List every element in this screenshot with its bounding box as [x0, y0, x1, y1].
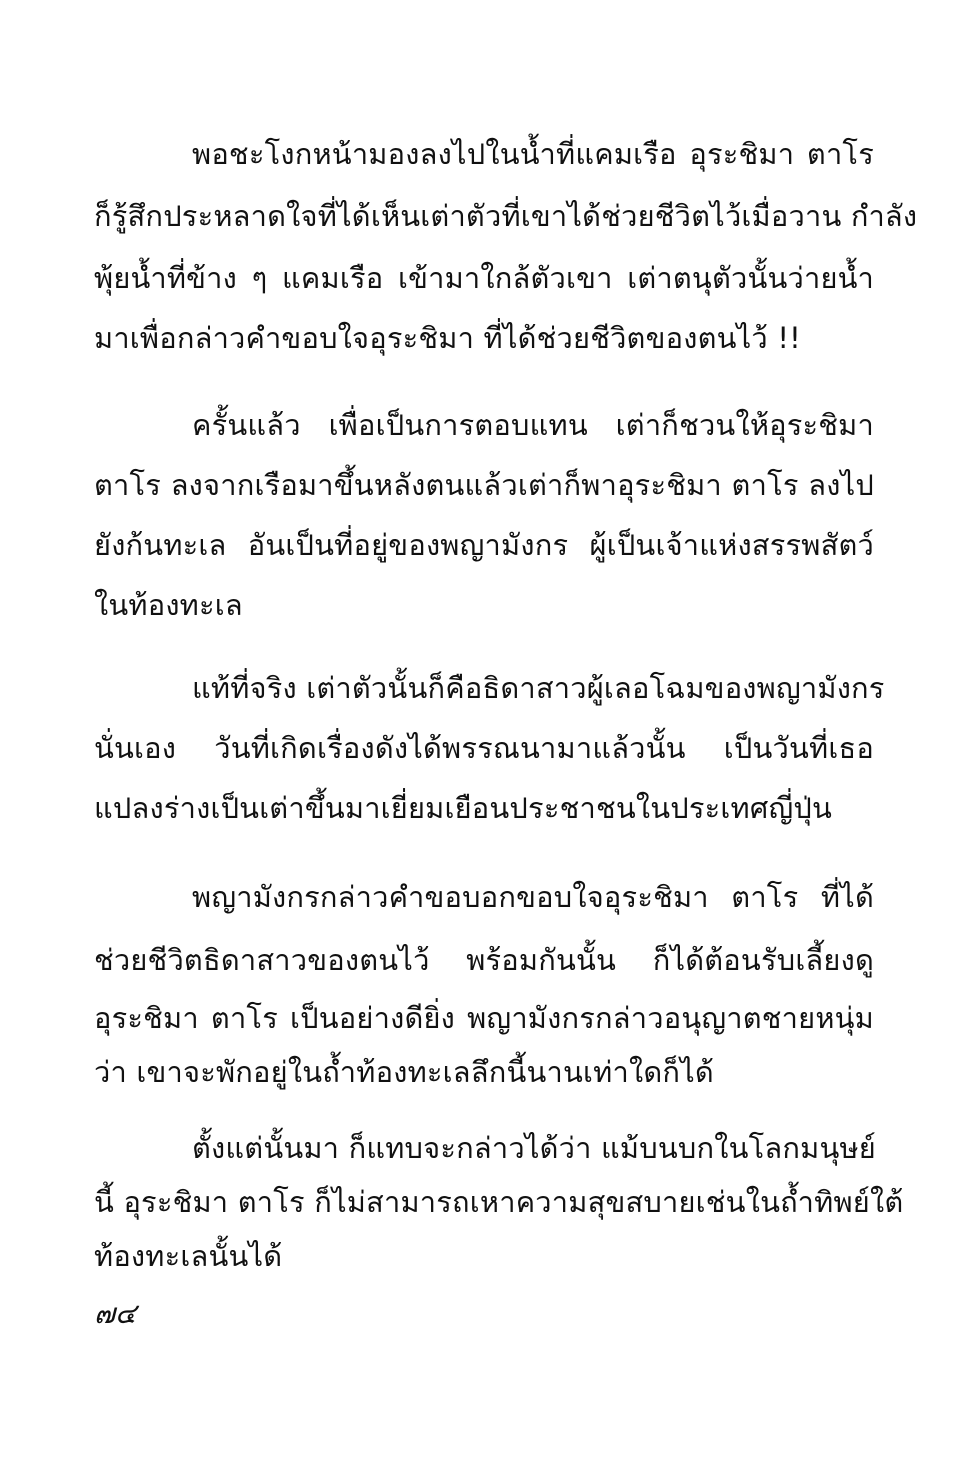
paragraph-4-line-2: ช่วยชีวิตธิดาสาวของตนไว้ พร้อมกันนั้น ก็ได้ต้อนรับเลี้ยงดู [94, 943, 874, 977]
paragraph-1-line-3: พุ้ยน้ำที่ข้าง ๆ แคมเรือ เข้ามาใกล้ตัวเขา เต่าตนุตัวนั้นว่ายน้ำ [94, 261, 874, 295]
paragraph-1-line-4: มาเพื่อกล่าวคำขอบใจอุระชิมา ที่ได้ช่วยชีวิตของตนไว้ !! [94, 321, 801, 355]
paragraph-2-line-3: ยังก้นทะเล อันเป็นที่อยู่ของพญามังกร ผู้เป็นเจ้าแห่งสรรพสัตว์ [94, 528, 874, 562]
paragraph-2-line-1: ครั้นแล้ว เพื่อเป็นการตอบแทน เต่าก็ชวนให้อุระชิมา [192, 408, 874, 442]
paragraph-1-line-1: พอชะโงกหน้ามองลงไปในน้ำที่แคมเรือ อุระชิมา ตาโร [192, 137, 874, 171]
paragraph-3-line-3: แปลงร่างเป็นเต่าขึ้นมาเยี่ยมเยือนประชาชนในประเทศญี่ปุ่น [94, 791, 832, 825]
paragraph-3-line-2: นั่นเอง วันที่เกิดเรื่องดังได้พรรณนามาแล้วนั้น เป็นวันที่เธอ [94, 731, 874, 765]
paragraph-3-line-1: แท้ที่จริง เต่าตัวนั้นก็คือธิดาสาวผู้เลอโฉมของพญามังกร [192, 671, 885, 705]
paragraph-2-line-2: ตาโร ลงจากเรือมาขึ้นหลังตนแล้วเต่าก็พาอุระชิมา ตาโร ลงไป [94, 468, 874, 502]
paragraph-4-line-3: อุระชิมา ตาโร เป็นอย่างดียิ่ง พญามังกรกล่าวอนุญาตชายหนุ่ม [94, 1001, 874, 1035]
paragraph-5-line-1: ตั้งแต่นั้นมา ก็แทบจะกล่าวได้ว่า แม้บนบกในโลกมนุษย์ [192, 1131, 876, 1165]
paragraph-4-line-1: พญามังกรกล่าวคำขอบอกขอบใจอุระชิมา ตาโร ที่ได้ [192, 880, 874, 914]
paragraph-5-line-2: นี้ อุระชิมา ตาโร ก็ไม่สามารถเหาความสุขสบายเช่นในถ้ำทิพย์ใต้ [94, 1185, 904, 1219]
paragraph-5-line-3: ท้องทะเลนั้นได้ [94, 1239, 283, 1273]
paragraph-2-line-4: ในท้องทะเล [94, 588, 243, 622]
paragraph-4-line-4: ว่า เขาจะพักอยู่ในถ้ำท้องทะเลลึกนี้นานเท่าใดก็ได้ [94, 1055, 714, 1089]
page-number: ๗๔ [94, 1297, 137, 1330]
paragraph-1-line-2: ก็รู้สึกประหลาดใจที่ได้เห็นเต่าตัวที่เขาได้ช่วยชีวิตไว้เมื่อวาน กำลัง [94, 199, 918, 233]
